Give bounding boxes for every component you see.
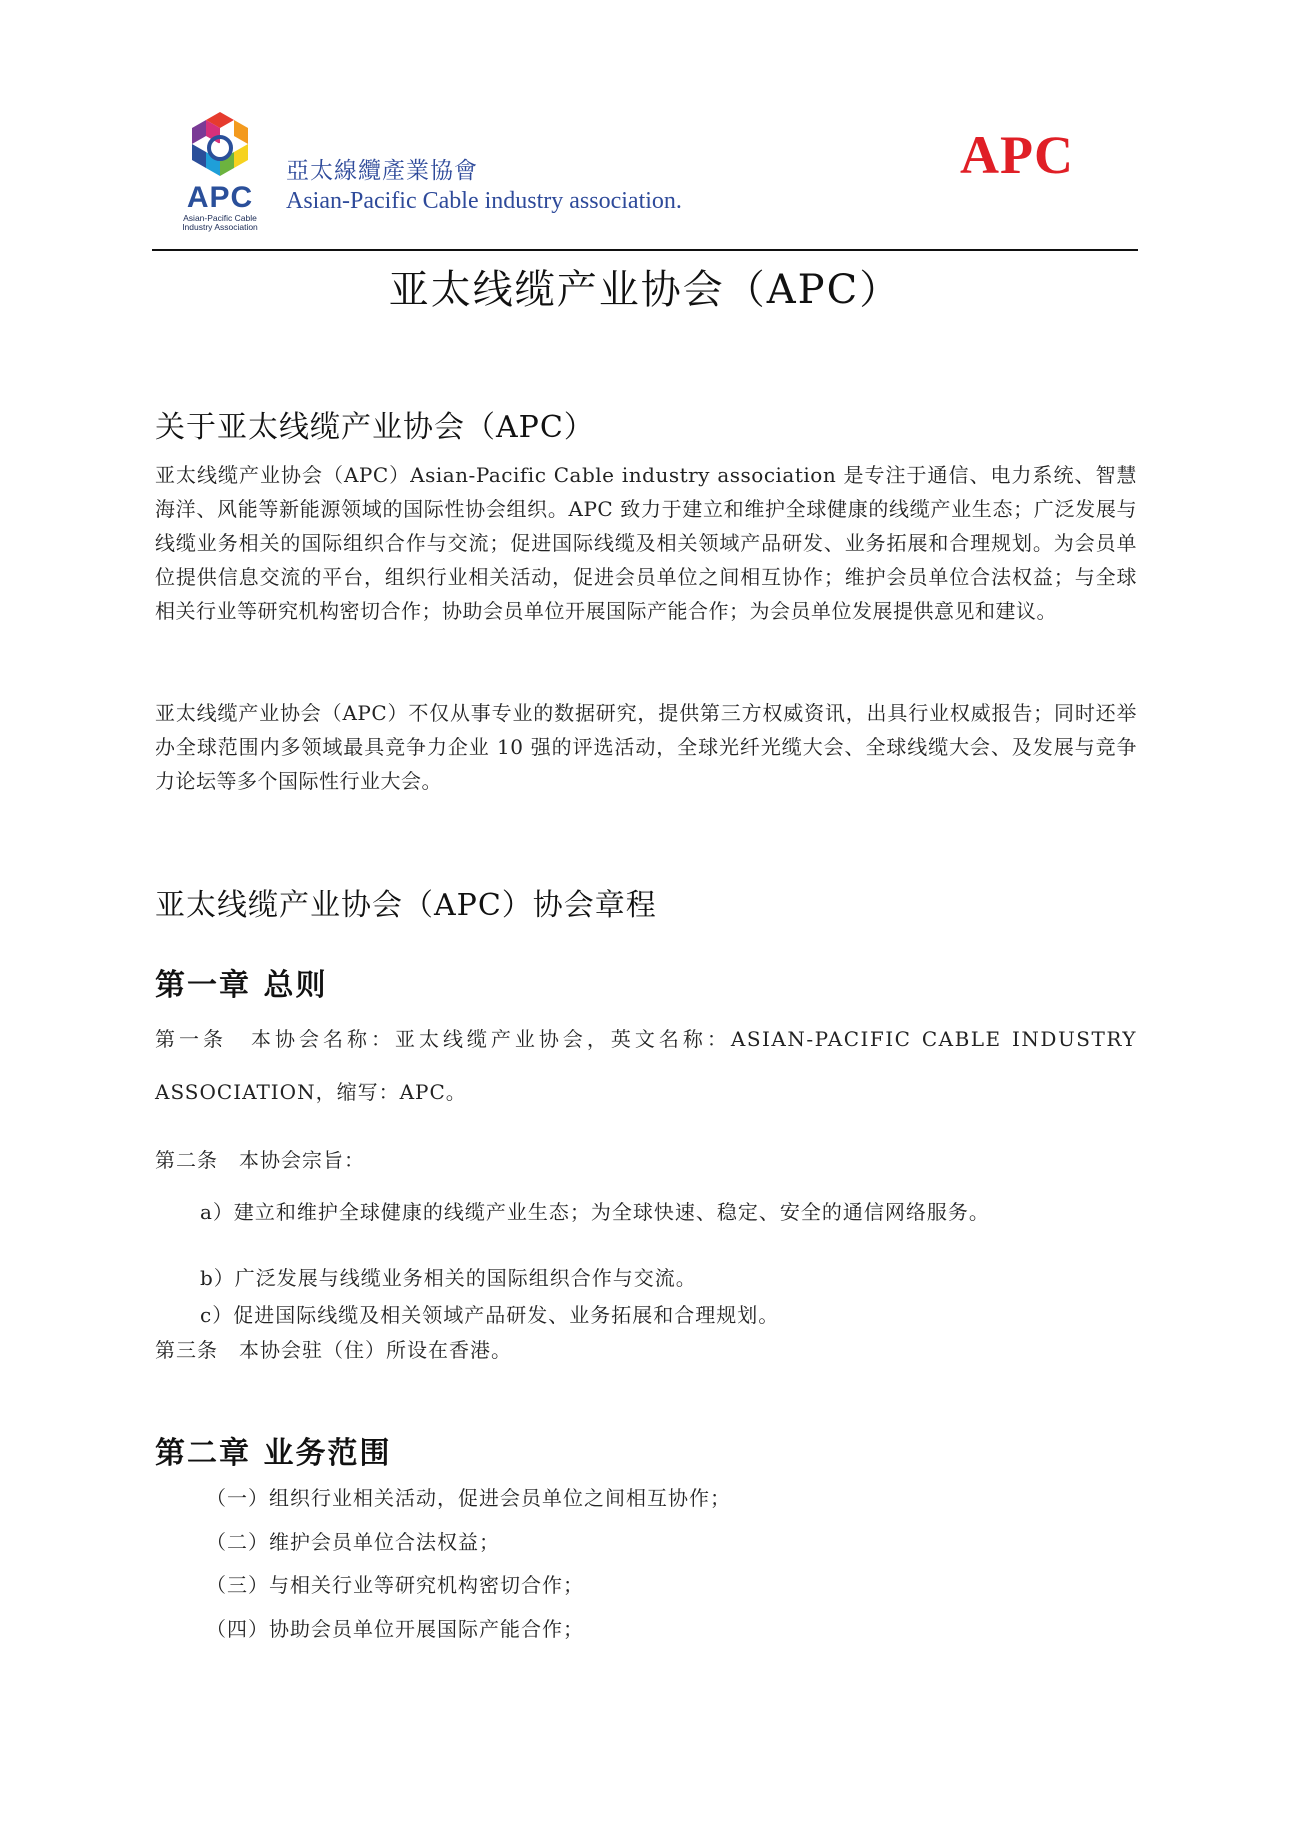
list-item: c）促进国际线缆及相关领域产品研发、业务拓展和合理规划。 [200, 1303, 780, 1327]
document-title: 亚太线缆产业协会（APC） [388, 267, 902, 313]
article-2: 第二条 本协会宗旨： [155, 1148, 365, 1172]
hexagon-logo-icon [180, 110, 260, 186]
charter-heading: 亚太线缆产业协会（APC）协会章程 [155, 888, 657, 923]
apc-logo [172, 110, 268, 234]
logo-wordmark: APC [186, 181, 254, 214]
list-item: （一）组织行业相关活动，促进会员单位之间相互协作； [206, 1486, 731, 1510]
list-item: （二）维护会员单位合法权益； [206, 1530, 500, 1554]
article-3: 第三条 本协会驻（住）所设在香港。 [155, 1338, 512, 1362]
org-name-chinese: 亞太線纜產業協會 [286, 158, 478, 184]
chapter-1-title: 第一章 总则 [155, 968, 328, 1003]
list-item: b）广泛发展与线缆业务相关的国际组织合作与交流。 [200, 1266, 697, 1290]
list-item: （三）与相关行业等研究机构密切合作； [206, 1573, 584, 1597]
header-divider [152, 249, 1138, 251]
logo-subtitle-line-2: Industry Association [182, 222, 258, 232]
logo-subtitle-line-1: Asian-Pacific Cable [183, 213, 257, 223]
article-1-line-2: ASSOCIATION，缩写：APC。 [155, 1080, 467, 1104]
org-name-english: Asian-Pacific Cable industry association. [286, 188, 682, 214]
about-paragraph-1: 亚太线缆产业协会（APC）Asian-Pacific Cable industry association 是专注于通信、电力系统、智慧海洋、风能等新能源领域的国际性协会组织。APC 致力于建立和维护全球健康的线缆产业生态；广泛发展与线缆业务相关的国际组织合作与交流；促进国际线缆及相关领域产品研发、业务拓展和合理规划。为会员单位提供信息交流的平台，组织行业相关活动，促进会员单位之间相互协作；维护会员单位合法权益；与全球相关行业等研究机构密切合作；协助会员单位开展国际产能合作；为会员单位发展提供意见和建议。 [155, 463, 1137, 623]
about-heading: 关于亚太线缆产业协会（APC） [155, 410, 595, 445]
article-1-line-1: 第一条 本协会名称：亚太线缆产业协会，英文名称：ASIAN-PACIFIC CABLE INDUSTRY [155, 1027, 1137, 1051]
apc-mark: APC [960, 125, 1074, 185]
list-item: （四）协助会员单位开展国际产能合作； [206, 1617, 584, 1641]
about-paragraph-2: 亚太线缆产业协会（APC）不仅从事专业的数据研究，提供第三方权威资讯，出具行业权威报告；同时还举办全球范围内多领域最具竞争力企业 10 强的评选活动，全球光纤光缆大会、全球线缆大会、及发展与竞争力论坛等多个国际性行业大会。 [155, 701, 1137, 793]
logo-subtitle [172, 214, 268, 232]
chapter-2-title: 第二章 业务范围 [155, 1436, 392, 1471]
list-item: a）建立和维护全球健康的线缆产业生态；为全球快速、稳定、安全的通信网络服务。 [200, 1200, 990, 1224]
